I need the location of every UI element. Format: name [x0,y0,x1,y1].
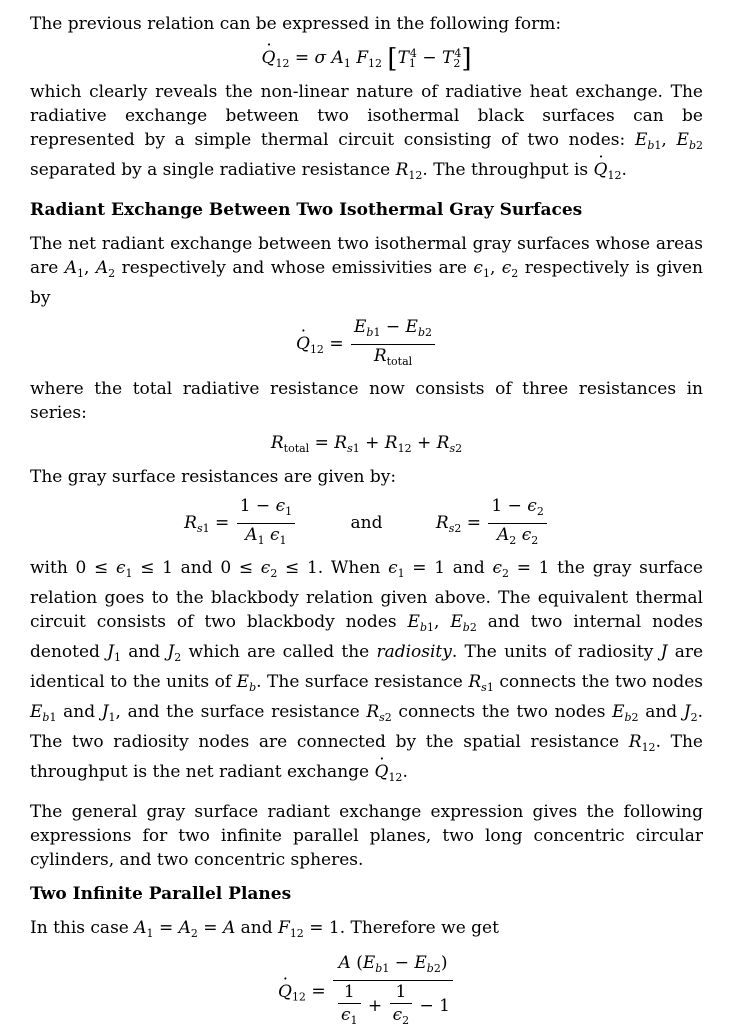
equation-q12-form: · $Q_{12} = \sigma$ $A_1$ $F_{12}$ $[T_1^4 - T_2^4]$ [30,42,703,76]
paragraph-intro: The previous relation can be expressed in the following form: [30,14,562,34]
equation-q12-total: · $Q_{12}$ = $\frac{E_{b1} - E_{b2}}{R_{total}}$ [30,316,703,373]
document-page [30,12,703,1036]
paragraph-gray-intro: The net radiant exchange between two isothermal gray surfaces whose areas are $A_1$, $A_2$ respectively and whose emissivities are $\epsilon_1$, $\epsilon_2$ respectively is given by [30,234,703,308]
paragraph-general-expression: The general gray surface radiant exchange expression gives the following expressions for two infinite parallel planes, two long concentric circular cylinders, and two concentric spheres. [30,802,703,870]
equation-parallel-planes: · $Q_{12}$ = A $(E_{b1} - E_{b2})$ $\frac{1}{\epsilon_1}$ + $\frac{1}{\epsilon_2}$ − 1 [30,952,703,1032]
section-heading-gray-surfaces: Radiant Exchange Between Two Isothermal Gray Surfaces [30,200,583,220]
section-heading-parallel-planes: Two Infinite Parallel Planes [30,884,292,904]
equation-r-total: $R_{total} = R_{s1} + R_{12} + R_{s2}$ [270,433,463,455]
equation-surface-resistances: $R_{s1}$ = $\frac{1 - \epsilon_1}{A_1 \epsilon_1}$ and $R_{s2}$ = $\frac{1 - \epsilon_2}{A_2 \epsilon_2}$ [30,495,703,552]
paragraph-radiosity: with $0 \le \epsilon_1 \le 1$ and $0 \le \epsilon_2 \le 1$. When $\epsilon_1 = 1$ and $\epsilon_2 = 1$ the gray surface relation goes to the blackbody relation given above. The equivalent thermal circuit consists of two blackbody nodes $E_{b1}$, $E_{b2}$ and two internal nodes denoted $J_1$ and $J_2$ which are called the radiosity. The units of radiosity J are identical to the units of $E_b$. The surface resistance $R_{s1}$ connects the two nodes $E_{b1}$ and $J_1$, and the surface resistance $R_{s2}$ connects the two nodes $E_{b2}$ and $J_2$. The two radiosity nodes are connected by the spatial resistance $R_{12}$. The throughput is the net radiant exchange · $Q_{12}$. [30,556,703,790]
paragraph-parallel-case: In this case $A_1 = A_2 = A$ and $F_{12} = 1$. Therefore we get [30,918,499,940]
paragraph-nonlinear: which clearly reveals the non-linear nature of radiative heat exchange. The radiative exchange between two isothermal black surfaces can be represented by a simple thermal circuit consisting of two nodes: $E_{b1}$, $E_{b2}$ separated by a single radiative resistance $R_{12}$. The throughput is · $Q_{12}$. [30,80,703,188]
paragraph-total-resistance: where the total radiative resistance now consists of three resistances in series: [30,379,703,423]
paragraph-gray-resistances: The gray surface resistances are given by: [30,467,397,487]
